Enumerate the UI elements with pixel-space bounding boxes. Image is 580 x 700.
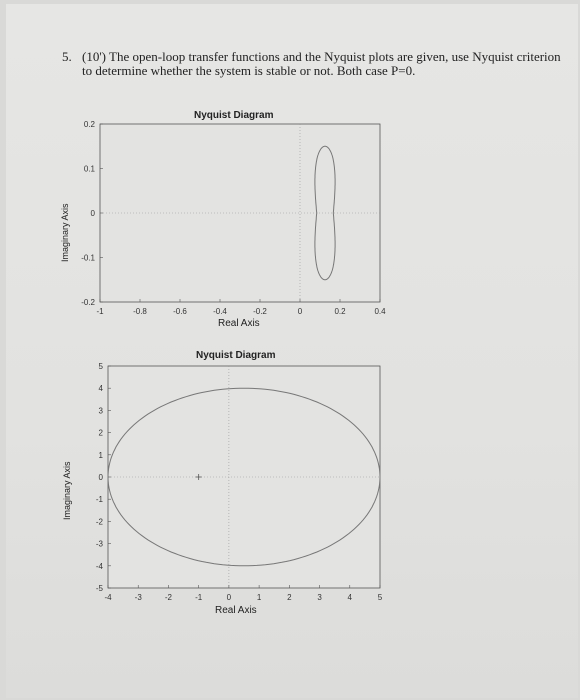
x-tick-label: 5 [377, 593, 383, 602]
y-tick-label: 0.1 [83, 164, 95, 174]
question-text: (10') The open-loop transfer functions and the Nyquist plots are given, use Nyquist criterion to determine whether the system is stable or not. Both case P=0. [82, 49, 561, 78]
x-tick-label: 0.4 [374, 307, 386, 316]
x-tick-label: -1 [96, 307, 104, 316]
x-tick-label: 2 [287, 593, 292, 602]
question-number: 5. [62, 49, 72, 64]
plot2-ylabel: Imaginary Axis [62, 461, 72, 520]
x-tick-label: -2 [164, 593, 173, 602]
x-tick-label: -4 [104, 593, 112, 602]
y-tick-label: -5 [95, 584, 103, 593]
x-tick-label: -0.6 [173, 307, 187, 316]
plot1-title: Nyquist Diagram [194, 110, 274, 121]
y-tick-label: -1 [95, 495, 103, 505]
y-tick-label: 0 [90, 209, 95, 218]
plot1-ylabel: Imaginary Axis [60, 203, 70, 262]
x-tick-label: -3 [134, 593, 142, 602]
y-tick-label: 0.2 [83, 120, 95, 129]
x-tick-label: 3 [317, 593, 322, 602]
x-tick-label: 0.2 [334, 307, 346, 316]
y-tick-label: 3 [98, 406, 103, 416]
y-tick-label: 2 [98, 428, 103, 438]
y-tick-label: 5 [98, 362, 103, 371]
y-tick-label: -3 [95, 539, 103, 549]
x-tick-label: -0.4 [213, 307, 227, 316]
y-tick-label: 1 [98, 450, 103, 460]
x-tick-label: -0.2 [253, 307, 267, 316]
x-tick-label: 0 [226, 593, 232, 602]
y-tick-label: -0.2 [81, 298, 95, 307]
plot2-title: Nyquist Diagram [196, 350, 276, 361]
x-tick-label: -1 [195, 593, 203, 602]
x-tick-label: 1 [256, 593, 262, 602]
plot2-xlabel: Real Axis [215, 605, 257, 616]
x-tick-label: 0 [297, 307, 303, 316]
y-tick-label: -2 [95, 517, 103, 527]
plot1-xlabel: Real Axis [218, 318, 260, 329]
y-tick-label: 4 [98, 384, 103, 394]
y-tick-label: -0.1 [81, 253, 95, 263]
y-tick-label: 0 [98, 473, 103, 482]
x-tick-label: 4 [347, 593, 353, 602]
y-tick-label: -4 [95, 561, 103, 571]
x-tick-label: -0.8 [133, 307, 147, 316]
